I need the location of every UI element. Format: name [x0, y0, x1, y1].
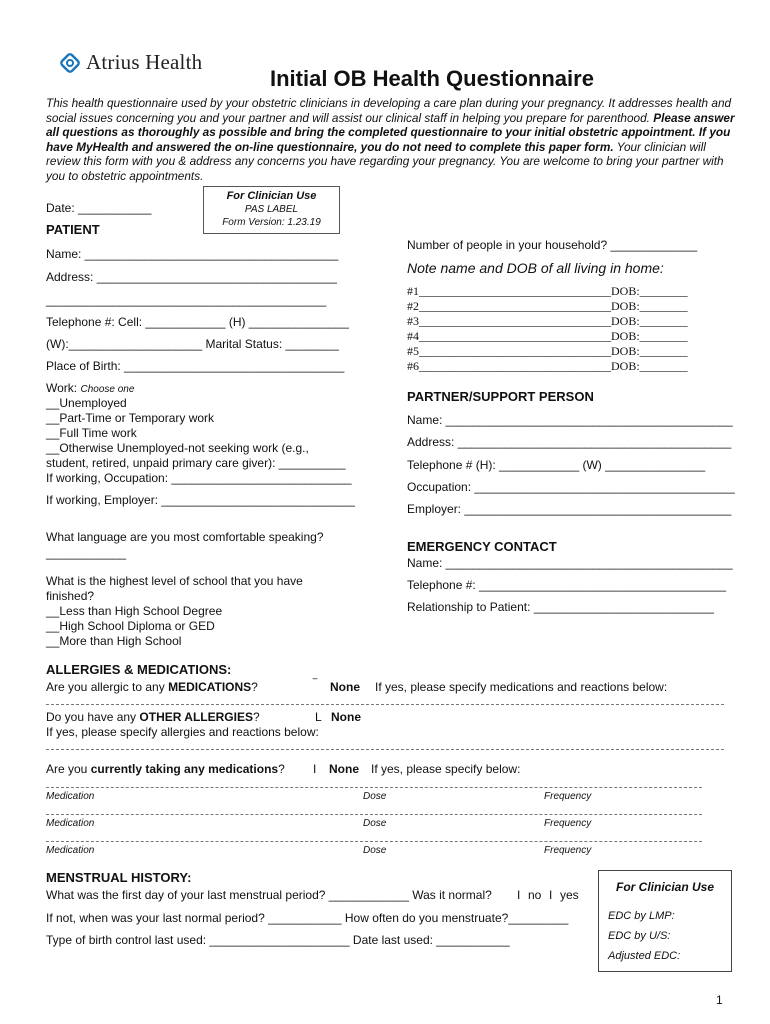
- stamp-heading: For Clinician Use: [226, 190, 317, 202]
- patient-birthplace-field[interactable]: Place of Birth: _________________________________: [46, 359, 345, 373]
- school-option[interactable]: __More than High School: [46, 634, 182, 648]
- current-medication-followup: If yes, please specify below:: [371, 762, 521, 776]
- patient-name-field[interactable]: Name: ______________________________________: [46, 247, 339, 261]
- employer-field[interactable]: If working, Employer: _____________________________: [46, 493, 355, 507]
- household-row[interactable]: #3________________________________DOB:________: [407, 314, 688, 328]
- household-note: Note name and DOB of all living in home:: [407, 260, 664, 276]
- q-text: Do you have any: [46, 710, 140, 724]
- q-text-end: ?: [251, 680, 258, 694]
- none-label: None: [329, 762, 359, 776]
- allergies-heading: ALLERGIES & MEDICATIONS:: [46, 662, 232, 677]
- yes-checkbox[interactable]: I: [549, 888, 553, 902]
- work-label-row: [46, 381, 134, 395]
- adjusted-edc-field[interactable]: Adjusted EDC:: [608, 950, 681, 962]
- other-allergy-question: [46, 710, 260, 724]
- school-option[interactable]: __High School Diploma or GED: [46, 619, 215, 633]
- medication-label: Medication: [46, 791, 95, 802]
- work-option[interactable]: __Part-Time or Temporary work: [46, 411, 215, 425]
- current-medication-none-checkbox[interactable]: I: [313, 762, 317, 776]
- stamp-line-2: Form Version: 1.23.19: [222, 217, 321, 228]
- current-medication-question: [46, 762, 285, 776]
- atrius-logo-icon: [60, 53, 80, 73]
- intro-text-1: This health questionnaire used by your obstetric clinicians in developing a care plan during your pregnancy. It addresses health and social issues concerning you and your partner and will assist our clinical staff in helping you prepare for parenthood.: [46, 96, 732, 125]
- emergency-telephone-field[interactable]: Telephone #: _____________________________________: [407, 578, 726, 592]
- no-checkbox[interactable]: I: [517, 888, 521, 902]
- school-question: What is the highest level of school that you have: [46, 574, 303, 588]
- medication-allergy-none-checkbox[interactable]: ‾: [313, 677, 317, 691]
- page-number: 1: [716, 993, 723, 1007]
- household-count-field[interactable]: Number of people in your household? _____________: [407, 238, 698, 252]
- medication-line[interactable]: [46, 841, 702, 842]
- emergency-heading: EMERGENCY CONTACT: [407, 539, 557, 554]
- medication-line[interactable]: [46, 814, 702, 815]
- answer-line[interactable]: [46, 704, 724, 705]
- household-row[interactable]: #5________________________________DOB:________: [407, 344, 688, 358]
- patient-work-phone-marital-field[interactable]: (W):____________________ Marital Status: ________: [46, 337, 339, 351]
- frequency-label: Frequency: [544, 845, 592, 856]
- menstrual-heading: MENSTRUAL HISTORY:: [46, 870, 192, 885]
- medication-allergy-followup: If yes, please specify medications and reactions below:: [375, 680, 668, 694]
- stamp-line-1: PAS LABEL: [244, 204, 299, 215]
- language-field[interactable]: ____________: [46, 546, 127, 560]
- q-bold: OTHER ALLERGIES: [139, 710, 253, 724]
- work-label: Work:: [46, 381, 78, 395]
- dose-label: Dose: [363, 818, 387, 829]
- medication-line[interactable]: [46, 787, 702, 788]
- language-question: What language are you most comfortable speaking?: [46, 530, 324, 544]
- clinician-use-box: [598, 870, 732, 972]
- occupation-field[interactable]: If working, Occupation: ___________________________: [46, 471, 352, 485]
- date-field[interactable]: Date: ___________: [46, 201, 152, 215]
- school-option[interactable]: __Less than High School Degree: [46, 604, 223, 618]
- medication-label: Medication: [46, 845, 95, 856]
- edc-lmp-field[interactable]: EDC by LMP:: [608, 910, 675, 922]
- dose-label: Dose: [363, 791, 387, 802]
- last-period-field[interactable]: What was the first day of your last menstrual period? ____________ Was it normal?: [46, 888, 492, 902]
- normal-period-field[interactable]: If not, when was your last normal period? ___________ How often do you menstruate?_________: [46, 911, 569, 925]
- intro-text-2: Please answer all questions as thoroughly as possible and bring the completed questionnaire to your initial obstetric appointment. If you have MyHealth and answered the on-line questionnaire, you do not need to complete this paper form.: [46, 110, 735, 154]
- intro-paragraph: [46, 96, 736, 184]
- frequency-label: Frequency: [544, 818, 592, 829]
- medication-allergy-question: [46, 680, 258, 694]
- q-text: Are you: [46, 762, 91, 776]
- emergency-name-field[interactable]: Name: ___________________________________________: [407, 556, 733, 570]
- work-option-continued[interactable]: student, retired, unpaid primary care giver): __________: [46, 456, 346, 470]
- work-option[interactable]: __Otherwise Unemployed-not seeking work (e.g.,: [46, 441, 309, 455]
- q-bold: MEDICATIONS: [168, 680, 252, 694]
- birth-control-field[interactable]: Type of birth control last used: _____________________ Date last used: ___________: [46, 933, 510, 947]
- medication-label: Medication: [46, 818, 95, 829]
- page-title: Initial OB Health Questionnaire: [270, 66, 594, 91]
- frequency-label: Frequency: [544, 791, 592, 802]
- other-allergy-followup: If yes, please specify allergies and reactions below:: [46, 725, 319, 739]
- household-row[interactable]: #1________________________________DOB:________: [407, 284, 688, 298]
- household-row[interactable]: #2________________________________DOB:________: [407, 299, 688, 313]
- household-row[interactable]: #6________________________________DOB:________: [407, 359, 688, 373]
- logo-text: Atrius Health: [86, 50, 203, 74]
- work-hint: Choose one: [80, 384, 135, 395]
- none-label: None: [331, 710, 361, 724]
- partner-employer-field[interactable]: Employer: ________________________________________: [407, 502, 732, 516]
- emergency-relationship-field[interactable]: Relationship to Patient: ___________________________: [407, 600, 714, 614]
- q-text-end: ?: [252, 710, 260, 724]
- household-row[interactable]: #4________________________________DOB:________: [407, 329, 688, 343]
- other-allergy-none-checkbox[interactable]: L: [315, 710, 322, 724]
- patient-address-line-2[interactable]: __________________________________________: [46, 293, 327, 307]
- patient-heading: PATIENT: [46, 222, 100, 237]
- intro-text-3: Your clinician will review this form with you & address any concerns you have regarding your pregnancy. You are welcome to bring your partner with you to obstetric appointments.: [46, 139, 724, 183]
- q-text-end: ?: [278, 762, 285, 776]
- patient-telephone-field[interactable]: Telephone #: Cell: ____________ (H) _______________: [46, 315, 349, 329]
- partner-occupation-field[interactable]: Occupation: _______________________________________: [407, 480, 735, 494]
- partner-telephone-field[interactable]: Telephone # (H): ____________ (W) _______________: [407, 458, 706, 472]
- dose-label: Dose: [363, 845, 387, 856]
- q-text: Are you allergic to any: [46, 680, 169, 694]
- answer-line[interactable]: [46, 749, 724, 750]
- none-label: None: [330, 680, 360, 694]
- school-question-cont: finished?: [46, 589, 95, 603]
- clinician-label-box: [203, 186, 340, 234]
- partner-address-field[interactable]: Address: _________________________________________: [407, 435, 732, 449]
- partner-heading: PARTNER/SUPPORT PERSON: [407, 389, 594, 404]
- yes-label: yes: [560, 888, 579, 902]
- patient-address-field[interactable]: Address: ____________________________________: [46, 270, 337, 284]
- q-bold: currently taking any medications: [90, 762, 279, 776]
- work-option[interactable]: __Unemployed: [46, 396, 127, 410]
- logo: [60, 50, 202, 75]
- clinician-box-heading: For Clinician Use: [615, 880, 715, 894]
- partner-name-field[interactable]: Name: ___________________________________________: [407, 413, 733, 427]
- edc-us-field[interactable]: EDC by U/S:: [608, 930, 671, 942]
- no-label: no: [528, 888, 542, 902]
- work-option[interactable]: __Full Time work: [46, 426, 137, 440]
